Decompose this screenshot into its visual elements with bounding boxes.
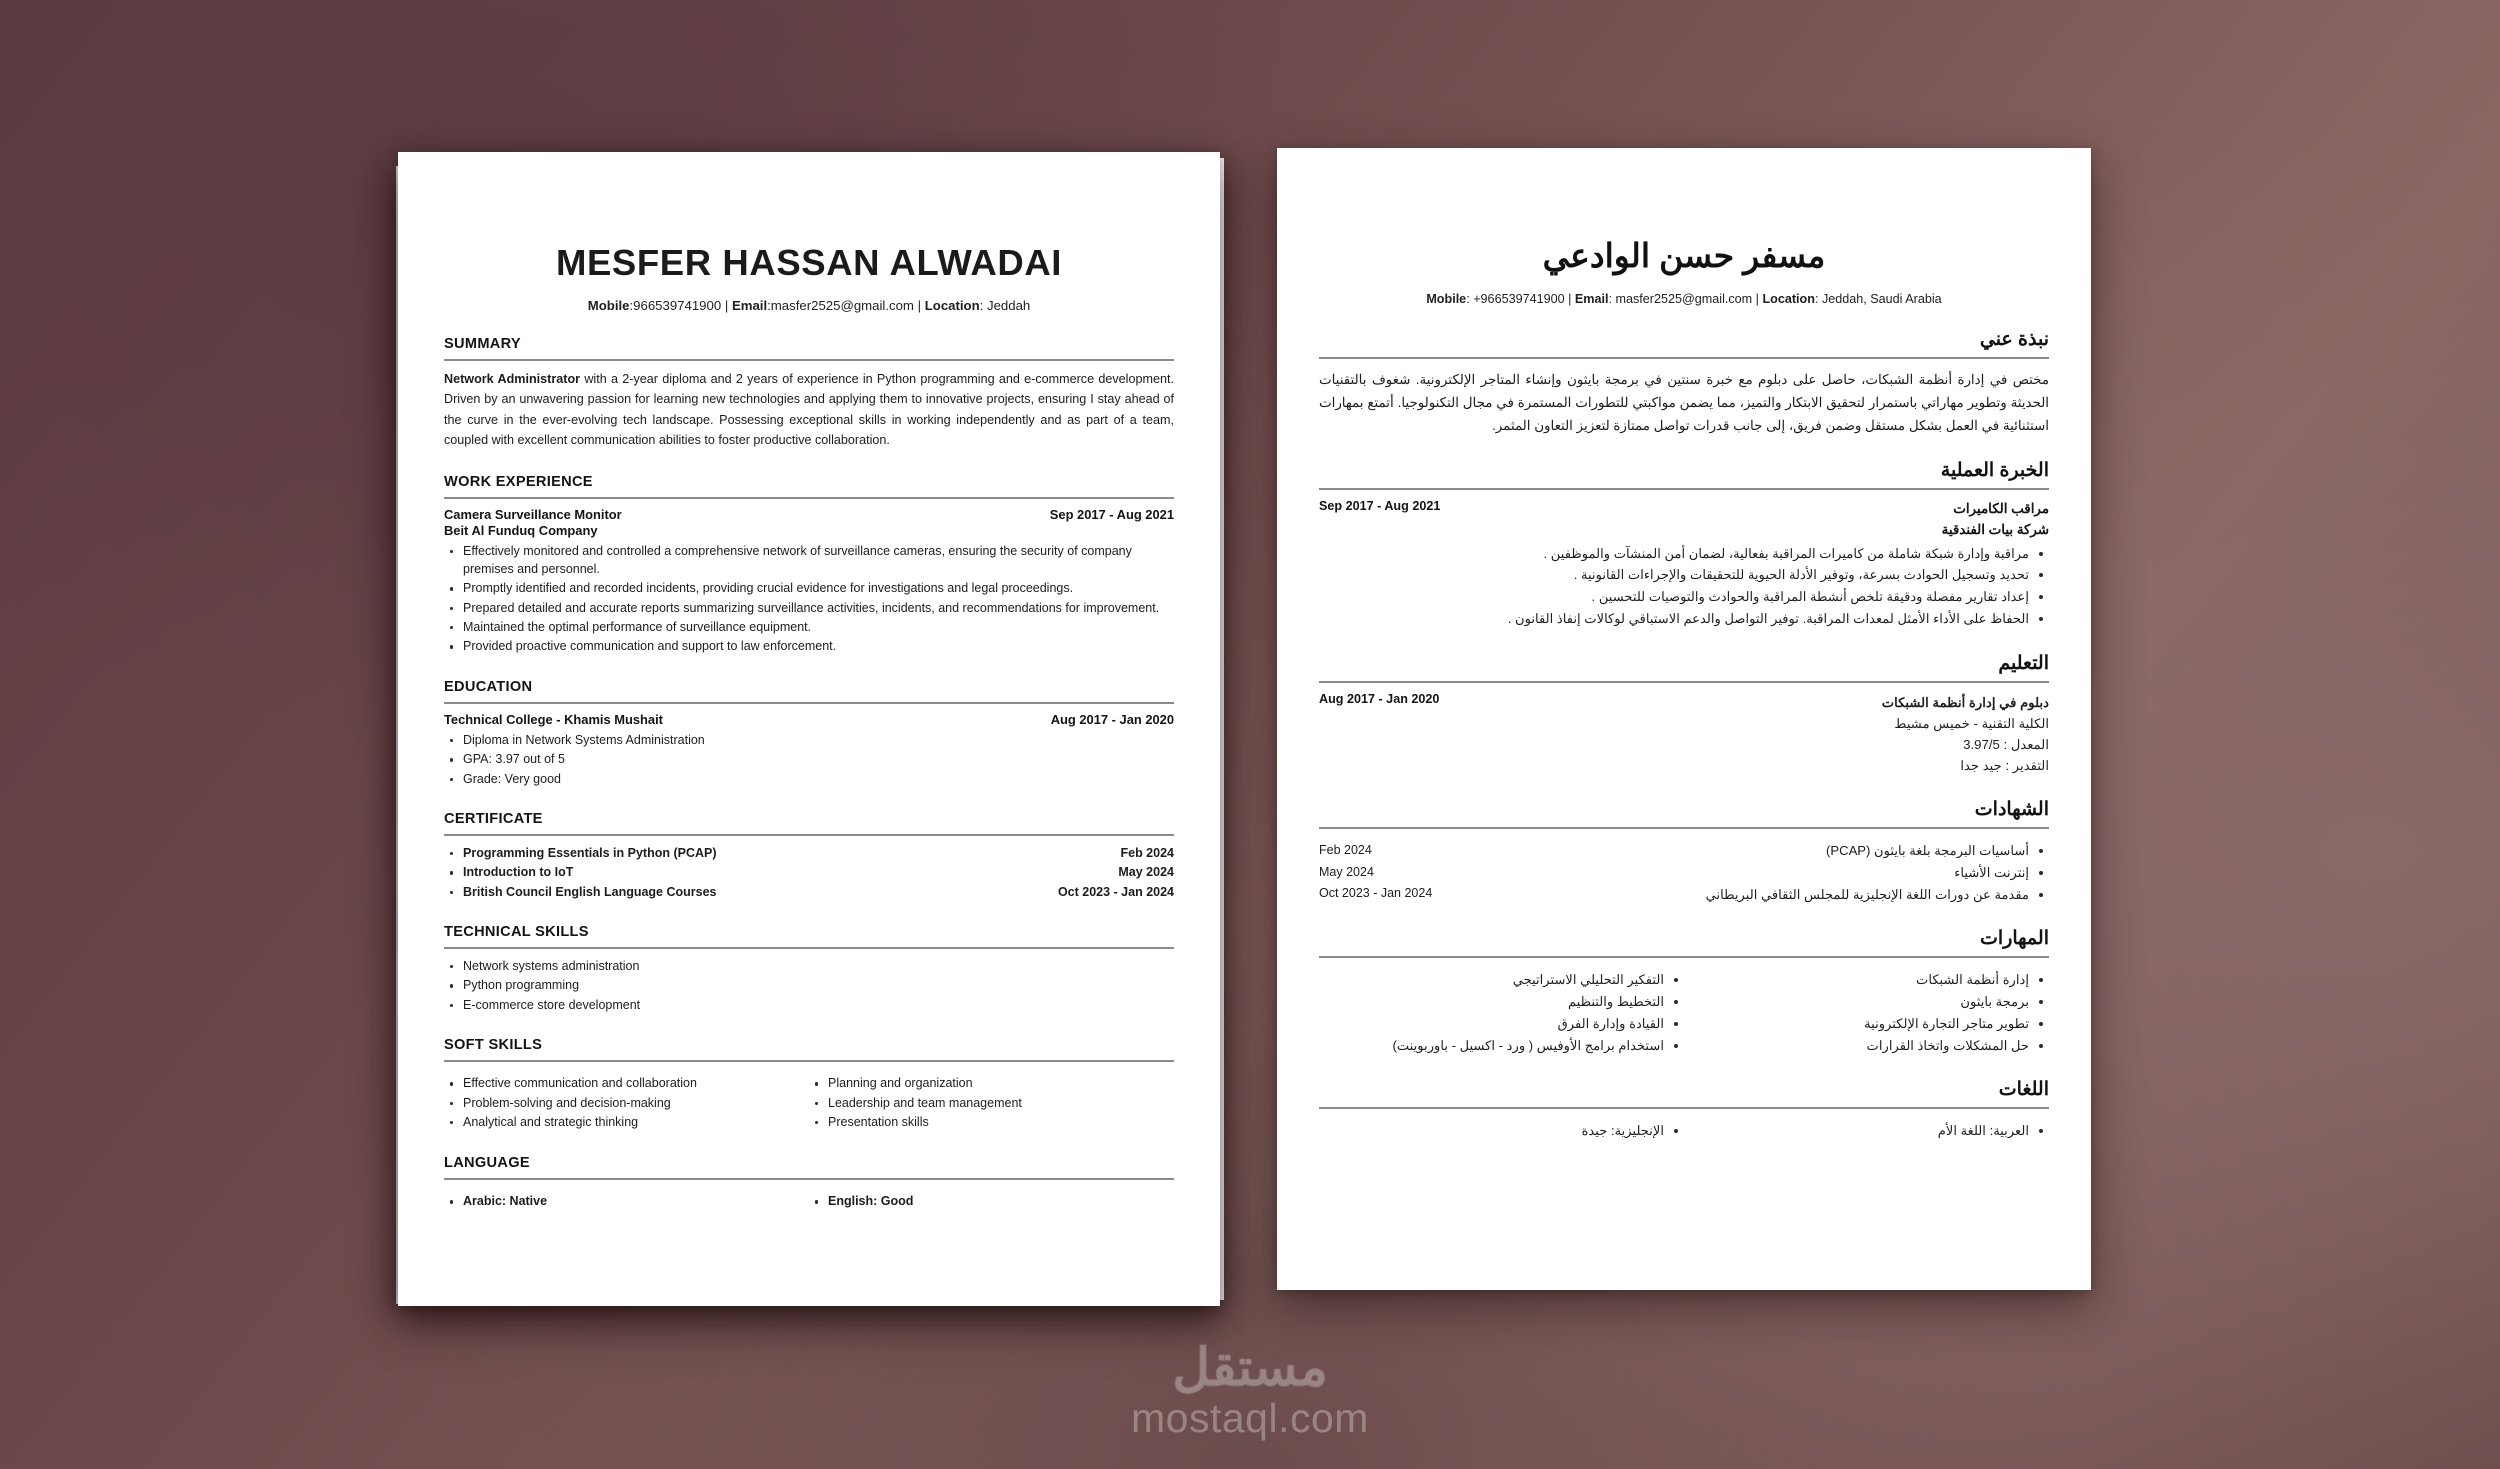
certificate-date: Oct 2023 - Jan 2024 <box>1057 884 1174 899</box>
section-heading-summary-arabic: نبذة عني <box>1979 329 2049 350</box>
page-title-english: MESFER HASSAN ALWADAI <box>555 242 1063 283</box>
job-date-arabic: Sep 2017 - Aug 2021 <box>1319 499 1441 514</box>
language-column-right <box>809 1188 1174 1211</box>
section-divider-technical-skills <box>444 947 1174 949</box>
list-item: القيادة وإدارة الفرق <box>1319 1013 1684 1035</box>
education-row <box>444 712 1174 727</box>
soft-skills-columns <box>444 1070 1174 1132</box>
certificate-name: British Council English Language Courses <box>463 884 717 899</box>
section-divider-languages-arabic <box>1319 1107 2049 1109</box>
contact-line-arabic <box>1319 292 2049 306</box>
page-title-arabic: مسفر حسن الوادعي <box>1542 237 1826 274</box>
education-bullets <box>444 731 1174 788</box>
email-value: : masfer2525@gmail.com <box>1608 292 1753 306</box>
section-heading-work-experience-arabic: الخبرة العملية <box>1940 460 2049 482</box>
summary-paragraph <box>444 369 1174 451</box>
contact-separator-1: | <box>721 298 732 313</box>
job-company: Beit Al Funduq Company <box>444 522 598 538</box>
section-divider-language <box>444 1178 1174 1180</box>
certificate-list <box>444 844 1174 901</box>
technical-skills-list <box>444 957 1174 1014</box>
certificate-date: May 2024 <box>1319 864 1374 879</box>
soft-skills-list-right <box>809 1074 1174 1131</box>
section-divider-summary-arabic <box>1319 357 2049 359</box>
list-item <box>444 863 1174 881</box>
list-item: العربية: اللغة الأم <box>1684 1120 2049 1142</box>
section-heading-certificates-arabic: الشهادات <box>1974 799 2049 821</box>
section-divider-work-experience-arabic <box>1319 488 2049 490</box>
job-title-arabic: مراقب الكاميرات <box>1953 501 2049 517</box>
education-school-arabic: الكلية التقنية - خميس مشيط <box>1894 715 2049 731</box>
language-columns <box>444 1188 1174 1211</box>
list-item: Provided proactive communication and support to law enforcement. <box>444 637 1174 655</box>
job-company-arabic: شركة بيات الفندقية <box>1941 521 2049 537</box>
education-header-arabic <box>1319 692 2049 777</box>
skills-column-right-arabic <box>1684 967 2049 1056</box>
list-item <box>444 844 1174 862</box>
soft-skills-list-left <box>444 1074 809 1131</box>
languages-list-left-arabic <box>1319 1120 1684 1142</box>
contact-separator-2: | <box>1752 292 1763 306</box>
languages-column-left-arabic <box>1319 1118 1684 1142</box>
section-heading-language: LANGUAGE <box>444 1155 530 1172</box>
section-heading-technical-skills: TECHNICAL SKILLS <box>444 924 589 941</box>
language-column-left <box>444 1188 809 1211</box>
list-item: تحديد وتسجيل الحوادث بسرعة، وتوفير الأدلة الحيوية للتحقيقات والإجراءات القانونية . <box>1319 564 2049 586</box>
education-degree-arabic: دبلوم في إدارة أنظمة الشبكات <box>1881 694 2049 710</box>
list-item: Promptly identified and recorded incidents, providing crucial evidence for investigations and legal proceedings. <box>444 579 1174 597</box>
mobile-label: Mobile <box>587 298 630 313</box>
list-item: إدارة أنظمة الشبكات <box>1684 969 2049 991</box>
list-item: E-commerce store development <box>444 996 1174 1014</box>
education-school: Technical College - Khamis Mushait <box>444 711 663 727</box>
section-divider-education-arabic <box>1319 681 2049 683</box>
section-divider-certificates-arabic <box>1319 827 2049 829</box>
job-date: Sep 2017 - Aug 2021 <box>1049 506 1174 522</box>
contact-line-english <box>444 298 1174 313</box>
list-item: Prepared detailed and accurate reports summarizing surveillance activities, incidents, and recommendations for improvement. <box>444 599 1174 617</box>
list-item: استخدام برامج الأوفيس ( ورد - اكسيل - باوربوينت) <box>1319 1035 1684 1057</box>
section-heading-education: EDUCATION <box>444 678 533 695</box>
soft-skills-column-right <box>809 1070 1174 1132</box>
job-titles-arabic <box>1942 499 2049 541</box>
skills-list-right-arabic <box>1684 969 2049 1056</box>
mobile-value: :966539741900 <box>629 298 722 313</box>
education-details-arabic <box>1882 692 2049 777</box>
contact-separator-1: | <box>1564 292 1575 306</box>
list-item: إعداد تقارير مفصلة ودقيقة تلخص أنشطة المراقبة والحوادث والتوصيات للتحسين . <box>1319 586 2049 608</box>
list-item: Network systems administration <box>444 957 1174 975</box>
location-value: : Jeddah, Saudi Arabia <box>1814 292 1942 306</box>
education-date-arabic: Aug 2017 - Jan 2020 <box>1319 691 1440 706</box>
email-value: :masfer2525@gmail.com <box>767 298 914 313</box>
section-divider-work-experience <box>444 497 1174 499</box>
summary-paragraph-arabic: مختص في إدارة أنظمة الشبكات، حاصل على دبلوم مع خبرة سنتين في برمجة بايثون وإنشاء المتاجر الإلكترونية. شغوف بالتقنيات الحديثة وتطوير مهاراتي باستمرار لتحقيق الابتكار والتميز، مما يضمن مواكبتي للتطورات المستمرة في مجال التكنولوجيا. أتمتع بمهارات استثنائية في العمل بشكل مستقل وضمن فريق، إلى جانب قدرات تواصل ممتازة لتعزيز التعاون المثمر. <box>1319 372 2049 434</box>
location-value: : Jeddah <box>979 298 1031 313</box>
certificates-list-arabic <box>1706 840 2049 905</box>
languages-column-right-arabic <box>1684 1118 2049 1142</box>
section-heading-summary: SUMMARY <box>444 336 521 352</box>
certificate-date: Oct 2023 - Jan 2024 <box>1319 886 1433 901</box>
list-item: Presentation skills <box>809 1113 1174 1131</box>
watermark <box>0 1339 2500 1441</box>
list-item: برمجة بايثون <box>1684 991 2049 1013</box>
section-divider-summary <box>444 359 1174 361</box>
list-item: Problem-solving and decision-making <box>444 1094 809 1112</box>
list-item: Planning and organization <box>809 1074 1174 1092</box>
list-item: Arabic: Native <box>444 1192 809 1210</box>
list-item: Effective communication and collaboration <box>444 1074 809 1092</box>
list-item: التخطيط والتنظيم <box>1319 991 1684 1013</box>
skills-columns-arabic <box>1319 967 2049 1056</box>
certificate-date: May 2024 <box>1118 865 1174 880</box>
list-item: الإنجليزية: جيدة <box>1319 1120 1684 1142</box>
language-list-right <box>809 1192 1174 1210</box>
list-item: حل المشكلات واتخاذ القرارات <box>1684 1035 2049 1057</box>
resume-page-english <box>398 152 1220 1306</box>
job-title-row <box>444 507 1174 522</box>
list-item: تطوير متاجر التجارة الإلكترونية <box>1684 1013 2049 1035</box>
resume-page-arabic <box>1277 148 2091 1290</box>
section-heading-certificate: CERTIFICATE <box>444 810 543 827</box>
watermark-domain: mostaql.com <box>1131 1395 1369 1441</box>
section-heading-education-arabic: التعليم <box>1998 652 2049 674</box>
location-label: Location <box>1762 292 1815 306</box>
list-item: Maintained the optimal performance of surveillance equipment. <box>444 618 1174 636</box>
education-grade-arabic: التقدير : جيد جدا <box>1960 757 2049 773</box>
contact-separator-2: | <box>913 298 925 313</box>
list-item: Leadership and team management <box>809 1094 1174 1112</box>
soft-skills-column-left <box>444 1070 809 1132</box>
work-experience-bullets <box>444 542 1174 656</box>
section-heading-work-experience: WORK EXPERIENCE <box>444 473 593 490</box>
certificate-date: Feb 2024 <box>1120 845 1174 860</box>
list-item <box>444 883 1174 901</box>
list-item: Effectively monitored and controlled a comprehensive network of surveillance cameras, ensuring the security of company premises and personnel. <box>444 542 1174 579</box>
education-gpa-arabic: المعدل : 3.97/5 <box>1963 736 2049 752</box>
skills-list-left-arabic <box>1319 969 1684 1056</box>
work-experience-bullets-arabic <box>1319 543 2049 630</box>
list-item: English: Good <box>809 1192 1174 1210</box>
watermark-arabic-logo: مستقل <box>1172 1339 1328 1397</box>
job-header-arabic <box>1319 499 2049 541</box>
summary-lead: Network Administrator <box>444 372 581 386</box>
education-date: Aug 2017 - Jan 2020 <box>1050 711 1174 727</box>
section-divider-certificate <box>444 834 1174 836</box>
location-label: Location <box>924 298 980 313</box>
section-heading-skills-arabic: المهارات <box>1980 928 2049 950</box>
certificate-date: Feb 2024 <box>1319 843 1372 858</box>
summary-body: with a 2-year diploma and 2 years of experience in Python programming and e-commerce development. Driven by an unwavering passion for learning new technologies and applying them to innovative projects, ensuring I stay ahead of the curve in the ever-evolving tech landscape. Possessing exceptional skills in working independently and as part of a team, coupled with excellent communication abilities to foster productive collaboration. <box>444 372 1174 448</box>
skills-column-left-arabic <box>1319 967 1684 1056</box>
section-heading-languages-arabic: اللغات <box>1998 1079 2049 1101</box>
certificate-name: Introduction to IoT <box>463 865 574 880</box>
list-item: GPA: 3.97 out of 5 <box>444 750 1174 768</box>
list-item: الحفاظ على الأداء الأمثل لمعدات المراقبة. توفير التواصل والدعم الاستباقي لوكالات إنفاذ القانون . <box>1319 608 2049 630</box>
list-item: مقدمة عن دورات اللغة الإنجليزية للمجلس الثقافي البريطاني <box>1706 884 2049 906</box>
mobile-label: Mobile <box>1426 292 1467 306</box>
certificate-dates-arabic <box>1319 838 1432 905</box>
languages-columns-arabic <box>1319 1118 2049 1142</box>
email-label: Email <box>1574 292 1609 306</box>
language-list-left <box>444 1192 809 1210</box>
section-divider-education <box>444 702 1174 704</box>
mobile-value: : +966539741900 <box>1466 292 1565 306</box>
list-item: مراقبة وإدارة شبكة شاملة من كاميرات المراقبة بفعالية، لضمان أمن المنشآت والموظفين . <box>1319 543 2049 565</box>
list-item: Analytical and strategic thinking <box>444 1113 809 1131</box>
section-divider-skills-arabic <box>1319 956 2049 958</box>
section-heading-soft-skills: SOFT SKILLS <box>444 1037 543 1054</box>
languages-list-right-arabic <box>1684 1120 2049 1142</box>
email-label: Email <box>731 298 768 313</box>
list-item: Diploma in Network Systems Administration <box>444 731 1174 749</box>
list-item: Grade: Very good <box>444 770 1174 788</box>
list-item: أساسيات البرمجة بلغة بايثون (PCAP) <box>1706 840 2049 862</box>
list-item: إنترنت الأشياء <box>1706 862 2049 884</box>
certificate-name: Programming Essentials in Python (PCAP) <box>463 845 717 860</box>
list-item: Python programming <box>444 976 1174 994</box>
certificates-wrapper-arabic <box>1319 838 2049 905</box>
job-title: Camera Surveillance Monitor <box>444 506 622 522</box>
section-divider-soft-skills <box>444 1060 1174 1062</box>
list-item: التفكير التحليلي الاستراتيجي <box>1319 969 1684 991</box>
